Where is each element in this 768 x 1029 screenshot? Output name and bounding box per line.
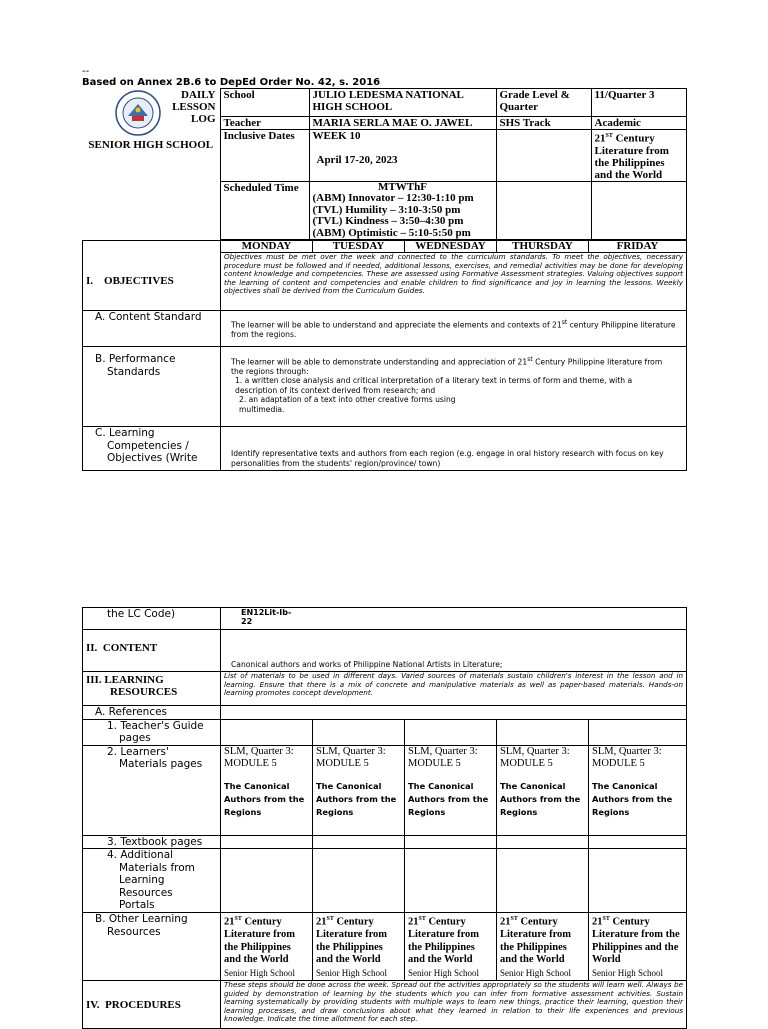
book-wednesday: 21ST Century Literature from the Philippines and the World Senior High School	[405, 913, 497, 981]
book-friday: 21ST Century Literature from the Philippines and the World Senior High School	[589, 913, 687, 981]
day-friday: FRIDAY	[589, 241, 687, 253]
sched-label: Scheduled Time	[220, 181, 309, 240]
slm-tuesday: SLM, Quarter 3: MODULE 5 The Canonical Authors from the Regions	[313, 745, 405, 835]
am-wed	[405, 849, 497, 913]
content-standard-text: The learner will be able to understand and appreciate the elements and contexts of 21st century Philippine literature from the regions.	[221, 311, 687, 347]
shs-label: SENIOR HIGH SCHOOL	[88, 138, 214, 151]
dll-title-daily: DAILY	[181, 88, 216, 101]
track-label: SHS Track	[496, 117, 591, 130]
teacher-value: MARIA SERLA MAE O. JAWEL	[309, 117, 496, 130]
sched-empty-1	[496, 181, 591, 240]
references-label: A. References	[83, 706, 221, 720]
lc-code-label: the LC Code)	[83, 608, 221, 630]
days-header-spacer	[83, 241, 221, 253]
dates-empty-cell	[496, 130, 591, 182]
textbook-pages-label: 3. Textbook pages	[83, 835, 221, 849]
tb-tue	[313, 835, 405, 849]
slm-thursday: SLM, Quarter 3: MODULE 5 The Canonical Authors from the Regions	[497, 745, 589, 835]
learning-resources-label: III. LEARNING RESOURCES	[83, 672, 221, 706]
book-thursday: 21ST Century Literature from the Philippines and the World Senior High School	[497, 913, 589, 981]
tg-thu	[497, 719, 589, 745]
sched-1: (ABM) Innovator – 12:30-1:10 pm	[312, 192, 474, 205]
book-monday: 21ST Century Literature from the Philippines and the World Senior High School	[221, 913, 313, 981]
track-value: Academic	[591, 117, 686, 130]
tb-thu	[497, 835, 589, 849]
teachers-guide-label: 1. Teacher's Guide pages	[83, 719, 221, 745]
school-label: School	[220, 89, 309, 117]
performance-standards-label: B. Performance Standards	[83, 347, 221, 427]
performance-standards-text: The learner will be able to demonstrate understanding and appreciation of 21st Century Philippine literature from the regions through: 1. a written close analysis and critical interpretation of a literary text in terms of form and theme, with a description of its context derived from research; and 2. an adaptation of a text into other creative forms using multimedia.	[221, 347, 687, 427]
references-empty	[221, 706, 687, 720]
grade-label: Grade Level & Quarter	[496, 89, 591, 117]
content-label: II. CONTENT	[83, 630, 221, 672]
slm-friday: SLM, Quarter 3: MODULE 5 The Canonical Authors from the Regions	[589, 745, 687, 835]
dates-label: Inclusive Dates	[220, 130, 309, 182]
tb-mon	[221, 835, 313, 849]
day-monday: MONDAY	[221, 241, 313, 253]
school-value: JULIO LEDESMA NATIONAL HIGH SCHOOL	[309, 89, 496, 117]
procedures-note: These steps should be done across the week. Spread out the activities appropriately so the students will learn well. Always be guided by demonstration of learning by the students which you can infer from formative assessment activities. Sustain learning systematically by providing students with multiple ways to learn new things, practice their learning, question their learning processes, and draw conclusions about what they learned in relation to their life experiences and previous knowledge. Indicate the time allotment for each step.	[221, 981, 687, 1029]
sched-cell	[309, 181, 496, 240]
slm-monday: SLM, Quarter 3: MODULE 5 The Canonical Authors from the Regions	[221, 745, 313, 835]
dll-title-log: LOG	[191, 112, 216, 125]
tg-tue	[313, 719, 405, 745]
slm-wednesday: SLM, Quarter 3: MODULE 5 The Canonical Authors from the Regions	[405, 745, 497, 835]
tg-mon	[221, 719, 313, 745]
content-text: Canonical authors and works of Philippine National Artists in Literature;	[221, 630, 687, 672]
dll-title-cell	[82, 89, 220, 240]
sched-2: (TVL) Humility – 3:10-3:50 pm	[312, 203, 461, 216]
dates-value: April 17-20, 2023	[316, 154, 398, 166]
competencies-text: Identify representative texts and authors from each region (e.g. engage in oral history research with focus on key personalities from the students' region/province/ town)	[221, 427, 687, 471]
top-mark: --	[82, 66, 90, 77]
am-thu	[497, 849, 589, 913]
objectives-table	[82, 240, 687, 471]
competencies-label: C. Learning Competencies / Objectives (Write	[83, 427, 221, 471]
subject-value: 21ST Century Literature from the Philippines and the World	[591, 130, 686, 182]
dll-title-lesson: LESSON	[172, 100, 216, 113]
teacher-label: Teacher	[220, 117, 309, 130]
learners-materials-label: 2. Learners' Materials pages	[83, 745, 221, 835]
am-mon	[221, 849, 313, 913]
book-tuesday: 21ST Century Literature from the Philippines and the World Senior High School	[313, 913, 405, 981]
sched-empty-2	[591, 181, 686, 240]
content-standard-label: A. Content Standard	[83, 311, 221, 347]
other-resources-label: B. Other Learning Resources	[83, 913, 221, 981]
additional-materials-label: 4. Additional Materials from Learning Resources Portals	[83, 849, 221, 913]
objectives-label: I. OBJECTIVES	[83, 253, 221, 311]
annex-reference: Based on Annex 2B.6 to DepEd Order No. 42, s. 2016	[82, 77, 381, 88]
learning-resources-note: List of materials to be used in different days. Varied sources of materials sustain children's interest in the lesson and in learning. Ensure that there is a mix of concrete and manipulative materials as well as paper-based materials. Hands-on learning promotes concept development.	[221, 672, 687, 706]
am-tue	[313, 849, 405, 913]
day-wednesday: WEDNESDAY	[405, 241, 497, 253]
dates-cell	[309, 130, 496, 182]
am-fri	[589, 849, 687, 913]
day-tuesday: TUESDAY	[313, 241, 405, 253]
grade-value: 11/Quarter 3	[591, 89, 686, 117]
tg-fri	[589, 719, 687, 745]
sched-days: MTWThF	[378, 181, 427, 193]
day-thursday: THURSDAY	[497, 241, 589, 253]
week-value: WEEK 10	[312, 130, 361, 142]
procedures-label: IV. PROCEDURES	[83, 981, 221, 1029]
lc-code-value: EN12Lit-Ib- 22	[221, 608, 687, 630]
resources-table	[82, 607, 687, 1029]
header-table	[82, 88, 687, 240]
sched-3: (TVL) Kindness – 3:50–4:30 pm	[312, 215, 464, 228]
tg-wed	[405, 719, 497, 745]
objectives-note: Objectives must be met over the week and connected to the curriculum standards. To meet the objectives, necessary procedure must be followed and if needed, additional lessons, exercises, and remedial activities may be done for developing content knowledge and competencies. These are assessed using Formative Assessment strategies. Valuing objectives support the learning of content and competencies and enable children to find significance and joy in learning the lessons. Weekly objectives shall be derived from the Curriculum Guides.	[221, 253, 687, 311]
tb-wed	[405, 835, 497, 849]
sched-4: (ABM) Optimistic – 5:10-5:50 pm	[312, 226, 471, 239]
tb-fri	[589, 835, 687, 849]
